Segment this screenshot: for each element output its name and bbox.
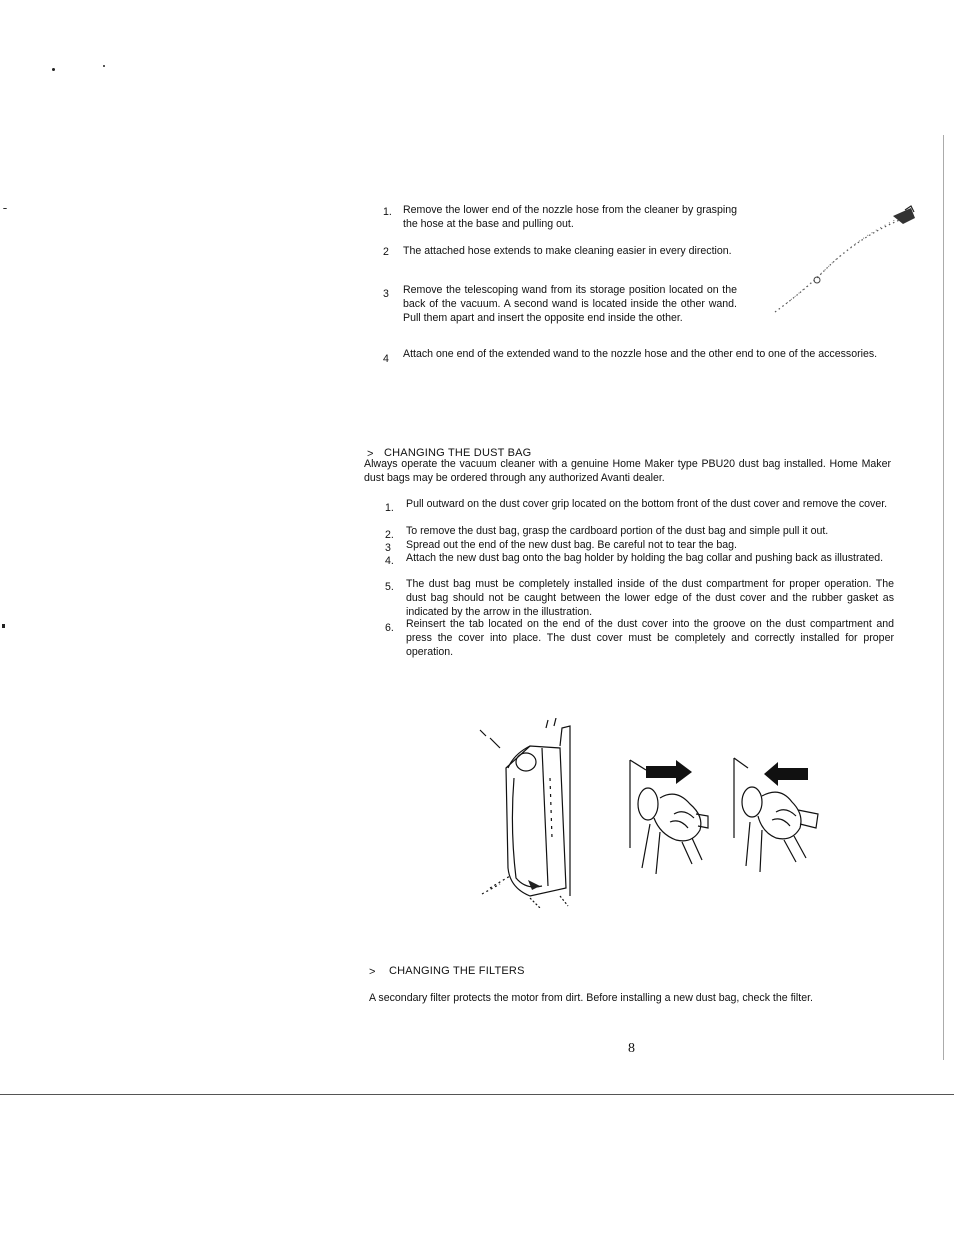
instruction-text: Remove the telescoping wand from its storage position located on the back of the vacuum. A second wand is located inside the other wand. Pull them apart and insert the opposite end inside the other. bbox=[403, 284, 737, 324]
step-text: Spread out the end of the new dust bag. Be careful not to tear the bag. bbox=[406, 539, 737, 551]
step-number: 6. bbox=[385, 622, 394, 634]
section-heading-dust-bag: CHANGING THE DUST BAG bbox=[384, 447, 532, 459]
scan-speck bbox=[3, 208, 7, 209]
instruction-text: The attached hose extends to make cleaning easier in every direction. bbox=[403, 245, 732, 257]
step-text: To remove the dust bag, grasp the cardboard portion of the dust bag and simple pull it out. bbox=[406, 525, 829, 537]
page-edge-line bbox=[943, 135, 944, 1060]
step-text: Pull outward on the dust cover grip located on the bottom front of the dust cover and remove the cover. bbox=[406, 498, 888, 510]
scan-speck bbox=[103, 65, 105, 67]
step-number: 5. bbox=[385, 581, 394, 593]
section-heading-filters: CHANGING THE FILTERS bbox=[389, 965, 525, 977]
filters-intro: A secondary filter protects the motor from dirt. Before installing a new dust bag, check the filter. bbox=[369, 992, 813, 1004]
step-number: 2. bbox=[385, 529, 394, 541]
step-text: The dust bag must be completely installed inside of the dust compartment for proper operation. The dust bag should not be caught between the lower edge of the dust cover and the rubber gasket as indicated by the arrow in the illustration. bbox=[406, 578, 894, 618]
step-text: Attach the new dust bag onto the bag holder by holding the bag collar and pushing back as illustrated. bbox=[406, 552, 884, 564]
bottom-rule bbox=[0, 1094, 954, 1095]
step-number: 3 bbox=[385, 542, 391, 554]
item-number: 1. bbox=[383, 206, 392, 218]
step-number: 1. bbox=[385, 502, 394, 514]
item-number: 4 bbox=[383, 353, 389, 365]
scan-speck bbox=[2, 624, 5, 628]
scan-speck bbox=[52, 68, 55, 71]
section-marker: > bbox=[367, 448, 374, 460]
instruction-text: Attach one end of the extended wand to the nozzle hose and the other end to one of the accessories. bbox=[403, 348, 878, 360]
dust-bag-intro: Always operate the vacuum cleaner with a genuine Home Maker type PBU20 dust bag installed. Home Maker dust bags may be ordered through any authorized Avanti dealer. bbox=[364, 458, 891, 484]
hose-wand-illustration bbox=[765, 200, 925, 320]
step-number: 4. bbox=[385, 555, 394, 567]
page-number: 8 bbox=[628, 1041, 635, 1056]
item-number: 2 bbox=[383, 246, 389, 258]
dust-bag-illustration bbox=[470, 718, 830, 908]
item-number: 3 bbox=[383, 288, 389, 300]
instruction-text: Remove the lower end of the nozzle hose from the cleaner by grasping the hose at the base and pulling out. bbox=[403, 204, 737, 230]
section-marker: > bbox=[369, 966, 376, 978]
step-text: Reinsert the tab located on the end of the dust cover into the groove on the dust compartment and press the cover into place. The dust cover must be completely and correctly installed for proper operation. bbox=[406, 618, 894, 658]
